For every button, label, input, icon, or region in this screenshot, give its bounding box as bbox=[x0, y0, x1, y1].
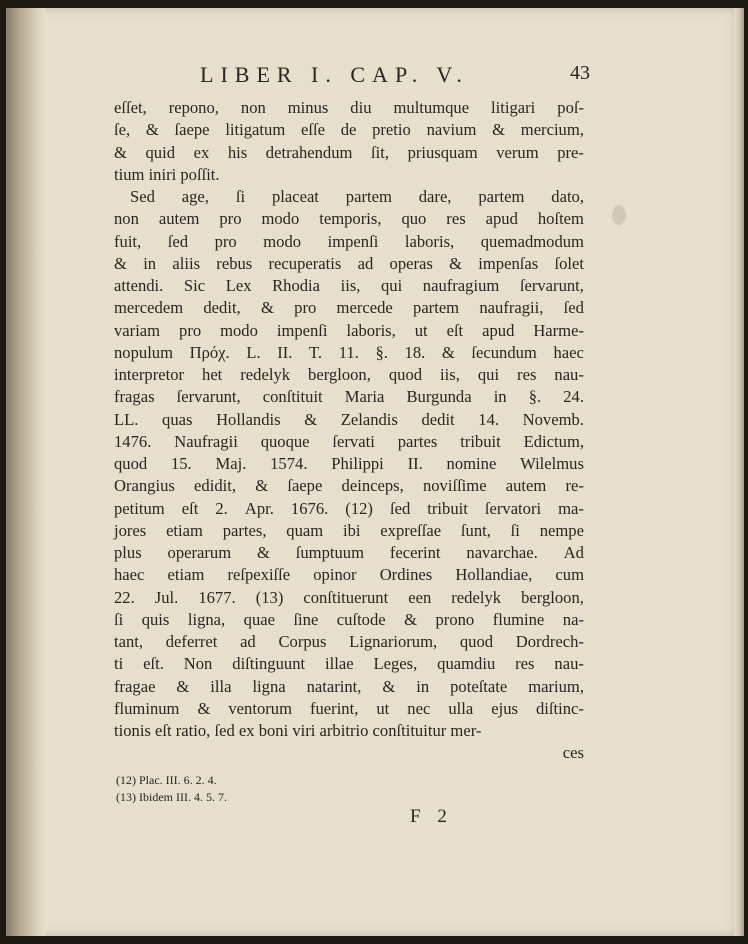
text-line: plus operarum & ſumptuum fecerint navarchae. Ad bbox=[114, 543, 584, 562]
paper-stain bbox=[612, 205, 626, 225]
text-line: interpretor het redelyk bergloon, quod iis, qui res nau- bbox=[114, 365, 584, 384]
page-gutter bbox=[6, 8, 46, 936]
text-line: tium iniri poſſit. bbox=[114, 164, 220, 184]
text-line: ti eſt. Non diſtinguunt illae Leges, quamdiu res nau- bbox=[114, 654, 584, 674]
text-line: nopulum Πρόχ. L. II. T. 11. §. 18. & ſecundum haec bbox=[114, 342, 584, 362]
footnote-13: (13) Ibidem III. 4. 5. 7. bbox=[116, 790, 227, 804]
text-line: Orangius edidit, & ſaepe deinceps, noviſſime autem re- bbox=[114, 476, 584, 496]
text-line: petitum eſt 2. Apr. 1676. (12) ſed tribuit ſervatori ma- bbox=[114, 498, 584, 518]
text-line: jores etiam partes, quam ibi expreſſae ſunt, ſi nempe bbox=[114, 520, 584, 540]
text-line: fragae & illa ligna natarint, & in poteſtate marium, bbox=[114, 676, 584, 696]
text-line: fuit, ſed pro modo impenſi laboris, quemadmodum bbox=[114, 231, 584, 251]
text-line: & quid ex his detrahendum ſit, priusquam verum pre- bbox=[114, 142, 584, 162]
body-text bbox=[114, 97, 584, 765]
text-line: quod 15. Maj. 1574. Philippi II. nomine Wilelmus bbox=[114, 454, 584, 473]
running-head: LIBER I. CAP. V. bbox=[200, 62, 469, 87]
text-line: tant, deferret ad Corpus Lignariorum, quod Dordrech- bbox=[114, 632, 584, 651]
text-line: fluminum & ventorum fuerint, ut nec ulla ejus diſtinc- bbox=[114, 698, 584, 718]
text-line: 22. Jul. 1677. (13) conſtituerunt een redelyk bergloon, bbox=[114, 587, 584, 607]
page-edge bbox=[734, 8, 744, 936]
text-line: tionis eſt ratio, ſed ex boni viri arbitrio conſtituitur mer- bbox=[114, 721, 482, 740]
text-line: ces bbox=[562, 743, 584, 763]
page-header bbox=[100, 62, 592, 90]
footnotes bbox=[116, 772, 416, 806]
text-line: ſi quis ligna, quae ſine cuſtode & prono flumine na- bbox=[114, 609, 584, 629]
text-line: attendi. Sic Lex Rhodia iis, qui naufragium ſervarunt, bbox=[114, 276, 584, 295]
text-line: & in aliis rebus recuperatis ad operas & impenſas ſolet bbox=[114, 253, 584, 273]
footnote-12: (12) Plac. III. 6. 2. 4. bbox=[116, 773, 217, 787]
text-line: fragas ſervarunt, conſtituit Maria Burgunda in §. 24. bbox=[114, 387, 584, 407]
text-line: Sed age, ſi placeat partem dare, partem dato, bbox=[130, 187, 584, 206]
text-line: haec etiam reſpexiſſe opinor Ordines Hollandiae, cum bbox=[114, 565, 584, 585]
text-line: non autem pro modo temporis, quo res apud hoſtem bbox=[114, 209, 584, 229]
text-line: eſſet, repono, non minus diu multumque litigari poſ- bbox=[114, 98, 584, 117]
signature-mark: F 2 bbox=[410, 806, 453, 827]
text-line: LL. quas Hollandis & Zelandis dedit 14. Novemb. bbox=[114, 409, 584, 429]
text-line: 1476. Naufragii quoque ſervati partes tribuit Edictum, bbox=[114, 431, 584, 451]
text-line: ſe, & ſaepe litigatum eſſe de pretio navium & mercium, bbox=[114, 120, 584, 140]
text-line: mercedem dedit, & pro mercede partem naufragii, ſed bbox=[114, 298, 584, 318]
page-number: 43 bbox=[570, 62, 590, 84]
text-line: variam pro modo impenſi laboris, ut eſt apud Harme- bbox=[114, 320, 584, 340]
